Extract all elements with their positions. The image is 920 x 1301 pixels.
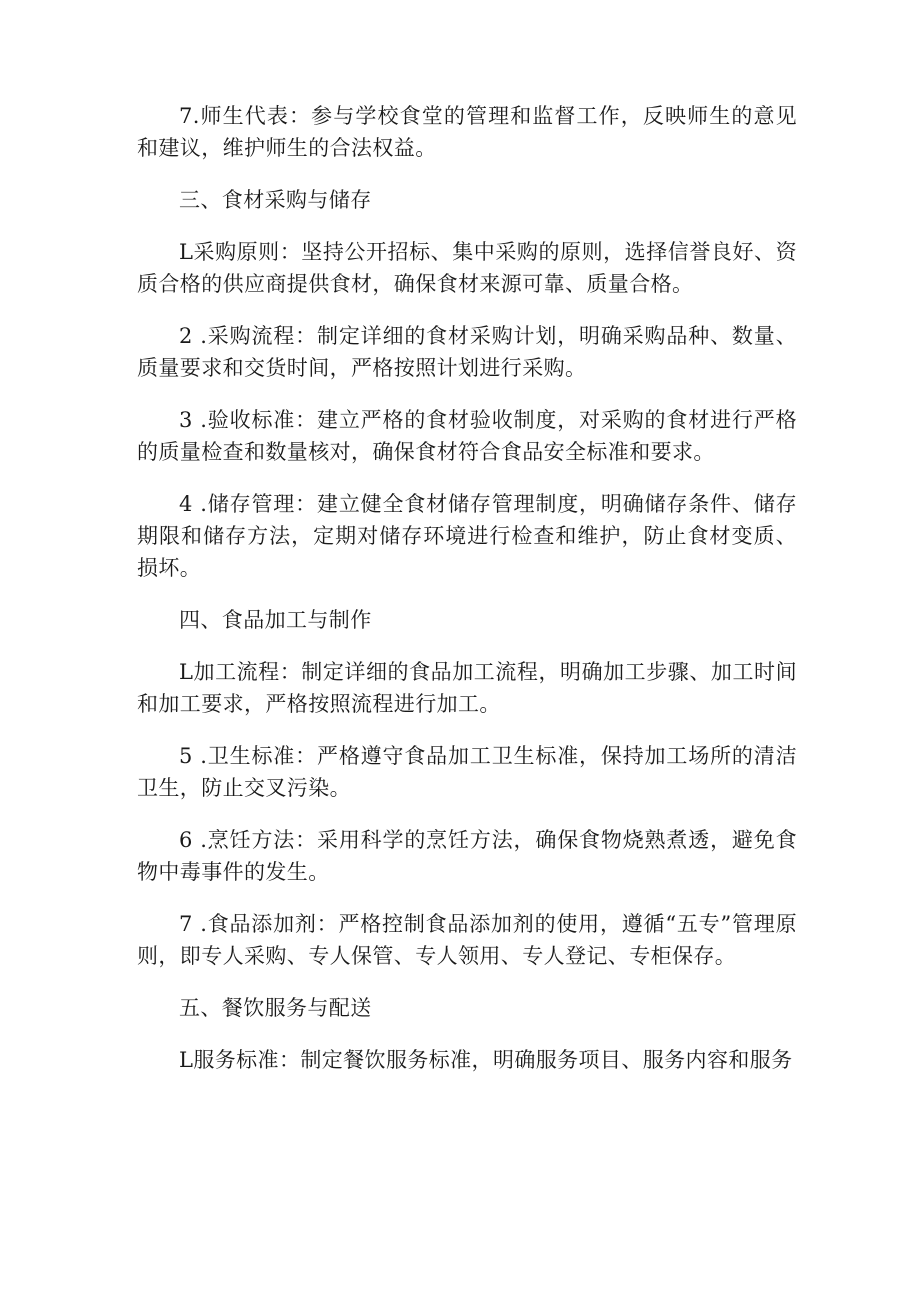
paragraph-hygiene-standard: 5 .卫生标准：严格遵守食品加工卫生标准，保持加工场所的清洁卫生，防止交叉污染。 (137, 744, 797, 800)
paragraph-processing-flow: L加工流程：制定详细的食品加工流程，明确加工步骤、加工时间和加工要求，严格按照流程进行加工。 (137, 660, 797, 716)
paragraph-food-additives: 7 .食品添加剂：严格控制食品添加剂的使用，遵循“五专”管理原则，即专人采购、专人保管、专人领用、专人登记、专柜保存。 (137, 912, 797, 968)
section-heading-procurement-storage: 三、食材采购与储存 (179, 188, 372, 212)
paragraph-cooking-method: 6 .烹饪方法：采用科学的烹饪方法，确保食物烧熟煮透，避免食物中毒事件的发生。 (137, 828, 797, 884)
document-body (137, 100, 797, 1096)
paragraph-storage-management: 4 .储存管理：建立健全食材储存管理制度，明确储存条件、储存期限和储存方法，定期对储存环境进行检查和维护，防止食材变质、损坏。 (137, 492, 797, 580)
section-heading-catering-service: 五、餐饮服务与配送 (179, 996, 372, 1020)
paragraph-procurement-principle: L采购原则：坚持公开招标、集中采购的原则，选择信誉良好、资质合格的供应商提供食材，确保食材来源可靠、质量合格。 (137, 240, 797, 296)
paragraph-teacher-student-representatives: 7.师生代表：参与学校食堂的管理和监督工作，反映师生的意见和建议，维护师生的合法权益。 (137, 104, 797, 160)
paragraph-service-standard: L服务标准：制定餐饮服务标准，明确服务项目、服务内容和服务 (179, 1048, 793, 1072)
section-heading-food-processing: 四、食品加工与制作 (179, 608, 372, 632)
paragraph-procurement-process: 2 .采购流程：制定详细的食材采购计划，明确采购品种、数量、质量要求和交货时间，严格按照计划进行采购。 (137, 324, 797, 380)
paragraph-acceptance-standard: 3 .验收标准：建立严格的食材验收制度，对采购的食材进行严格的质量检查和数量核对，确保食材符合食品安全标准和要求。 (137, 408, 797, 464)
